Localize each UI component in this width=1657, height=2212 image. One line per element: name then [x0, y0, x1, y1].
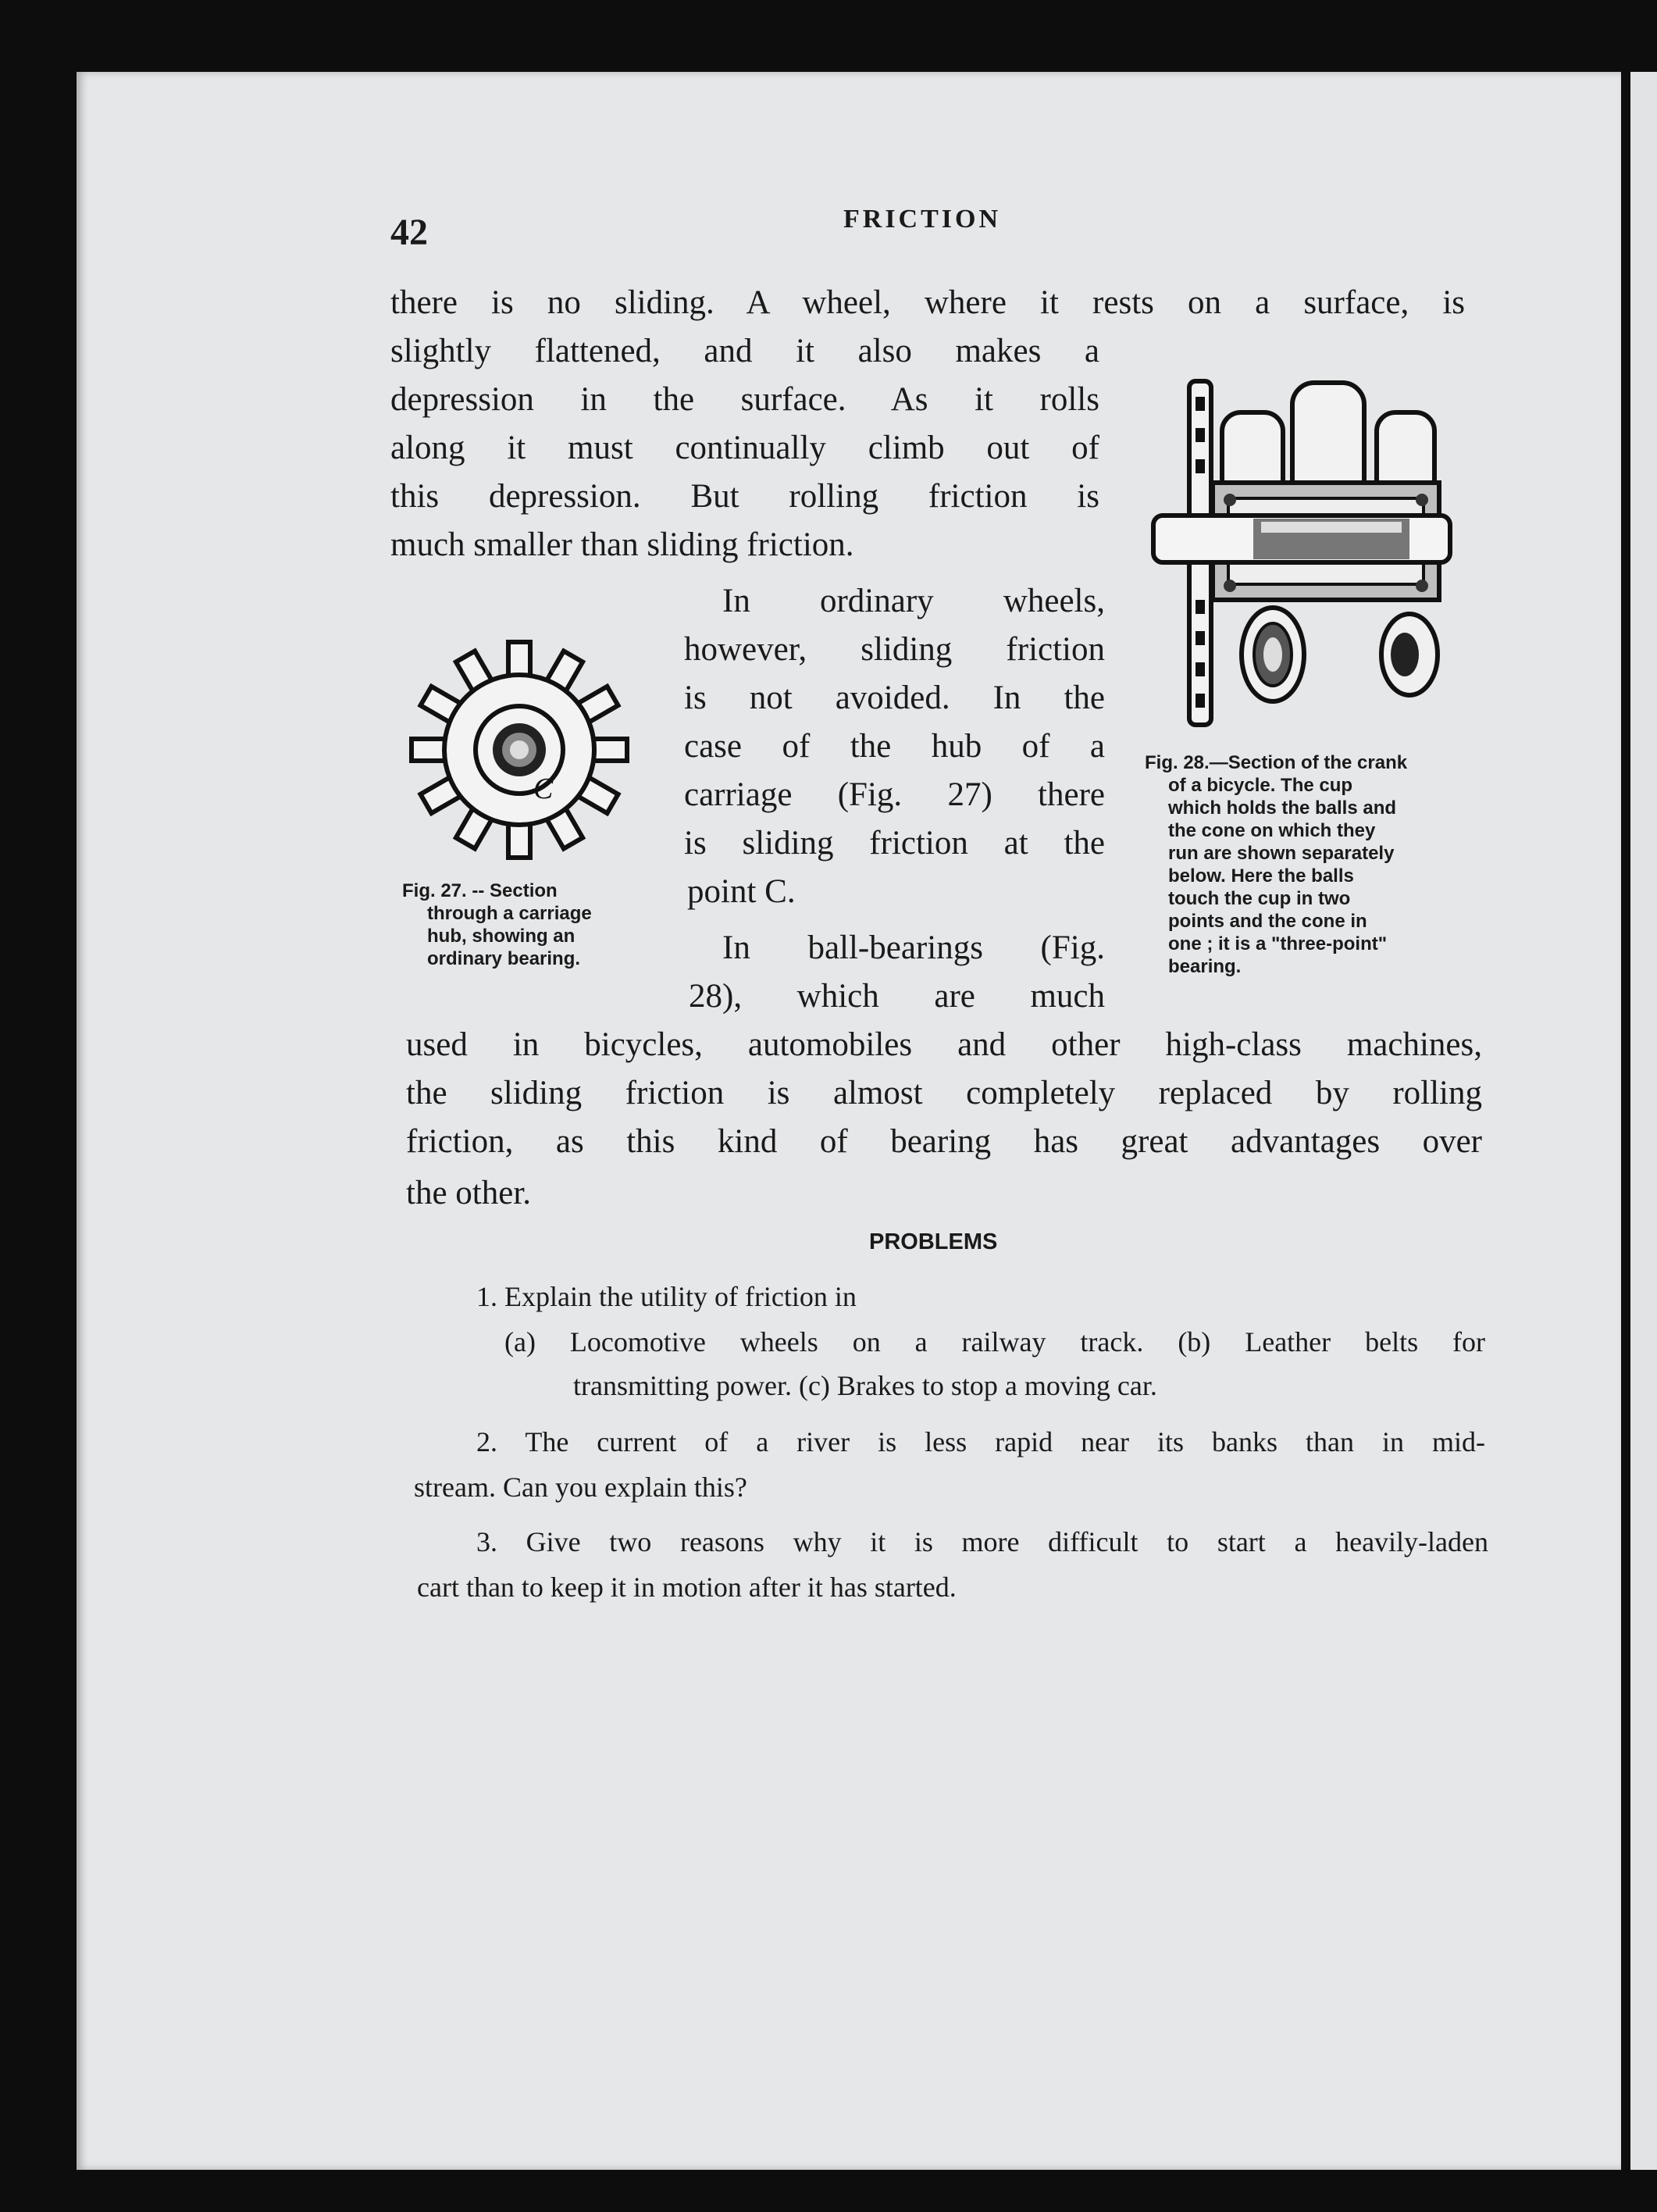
body-line: is sliding friction at the: [684, 825, 1105, 862]
problem-line: stream. Can you explain this?: [414, 1472, 747, 1503]
problem-line: transmitting power. (c) Brakes to stop a moving car.: [573, 1370, 1157, 1401]
fig27-hub-illustration: [402, 633, 636, 867]
problem-line: 3. Give two reasons why it is more difficult to start a heavily-laden: [476, 1526, 1488, 1557]
fig28-caption-line: one ; it is a "three-point": [1168, 933, 1388, 954]
body-line: there is no sliding. A wheel, where it rests on a surface, is: [390, 284, 1465, 321]
fig28-crank-illustration: [1144, 366, 1456, 733]
body-line: depression in the surface. As it rolls: [390, 381, 1099, 418]
problem-line: 1. Explain the utility of friction in: [476, 1281, 857, 1312]
body-line: is not avoided. In the: [684, 680, 1105, 716]
body-line: much smaller than sliding friction.: [390, 526, 854, 563]
fig27-caption-line: hub, showing an: [427, 926, 575, 947]
fig28-caption-line: Fig. 28.—Section of the crank: [1145, 752, 1408, 773]
fig28-caption: [1145, 751, 1407, 978]
fig27-caption-line: ordinary bearing.: [427, 948, 581, 969]
problem-line: (a) Locomotive wheels on a railway track. (b) Leather belts for: [504, 1326, 1485, 1358]
fig27-caption: [402, 879, 592, 970]
running-head: FRICTION: [843, 205, 1002, 234]
body-line: point C.: [687, 873, 796, 910]
problem-line: 2. The current of a river is less rapid near its banks than in mid-: [476, 1426, 1485, 1457]
fig27-caption-line: through a carriage: [427, 903, 592, 924]
body-line: this depression. But rolling friction is: [390, 478, 1099, 515]
page-number: 42: [390, 212, 428, 253]
fig28-caption-line: of a bicycle. The cup: [1168, 775, 1353, 796]
next-page-edge: [1630, 72, 1657, 2170]
body-line: 28), which are much: [689, 978, 1105, 1015]
body-line: carriage (Fig. 27) there: [684, 776, 1105, 813]
fig28-caption-line: points and the cone in: [1168, 911, 1367, 932]
body-line: case of the hub of a: [684, 728, 1105, 765]
fig28-caption-line: bearing.: [1168, 956, 1242, 977]
fig28-caption-line: touch the cup in two: [1168, 888, 1351, 909]
body-line: the other.: [406, 1175, 532, 1211]
body-line: In ball-bearings (Fig.: [722, 929, 1105, 966]
body-line: used in bicycles, automobiles and other high-class machines,: [406, 1026, 1482, 1063]
body-line: along it must continually climb out of: [390, 430, 1099, 466]
fig27-caption-line: Fig. 27. -- Section: [402, 880, 558, 901]
body-line: however, sliding friction: [684, 631, 1105, 668]
fig28-caption-line: run are shown separately: [1168, 843, 1395, 864]
body-line: slightly flattened, and it also makes a: [390, 333, 1099, 369]
problems-heading: PROBLEMS: [869, 1229, 998, 1254]
fig28-caption-line: which holds the balls and: [1168, 797, 1397, 819]
problem-line: cart than to keep it in motion after it has started.: [417, 1572, 957, 1603]
fig28-caption-line: the cone on which they: [1168, 820, 1376, 841]
body-line: In ordinary wheels,: [722, 583, 1105, 619]
body-line: friction, as this kind of bearing has great advantages over: [406, 1123, 1482, 1160]
body-line: the sliding friction is almost completely replaced by rolling: [406, 1075, 1482, 1111]
fig27-point-label: C: [533, 772, 554, 805]
fig28-caption-line: below. Here the balls: [1168, 865, 1354, 887]
